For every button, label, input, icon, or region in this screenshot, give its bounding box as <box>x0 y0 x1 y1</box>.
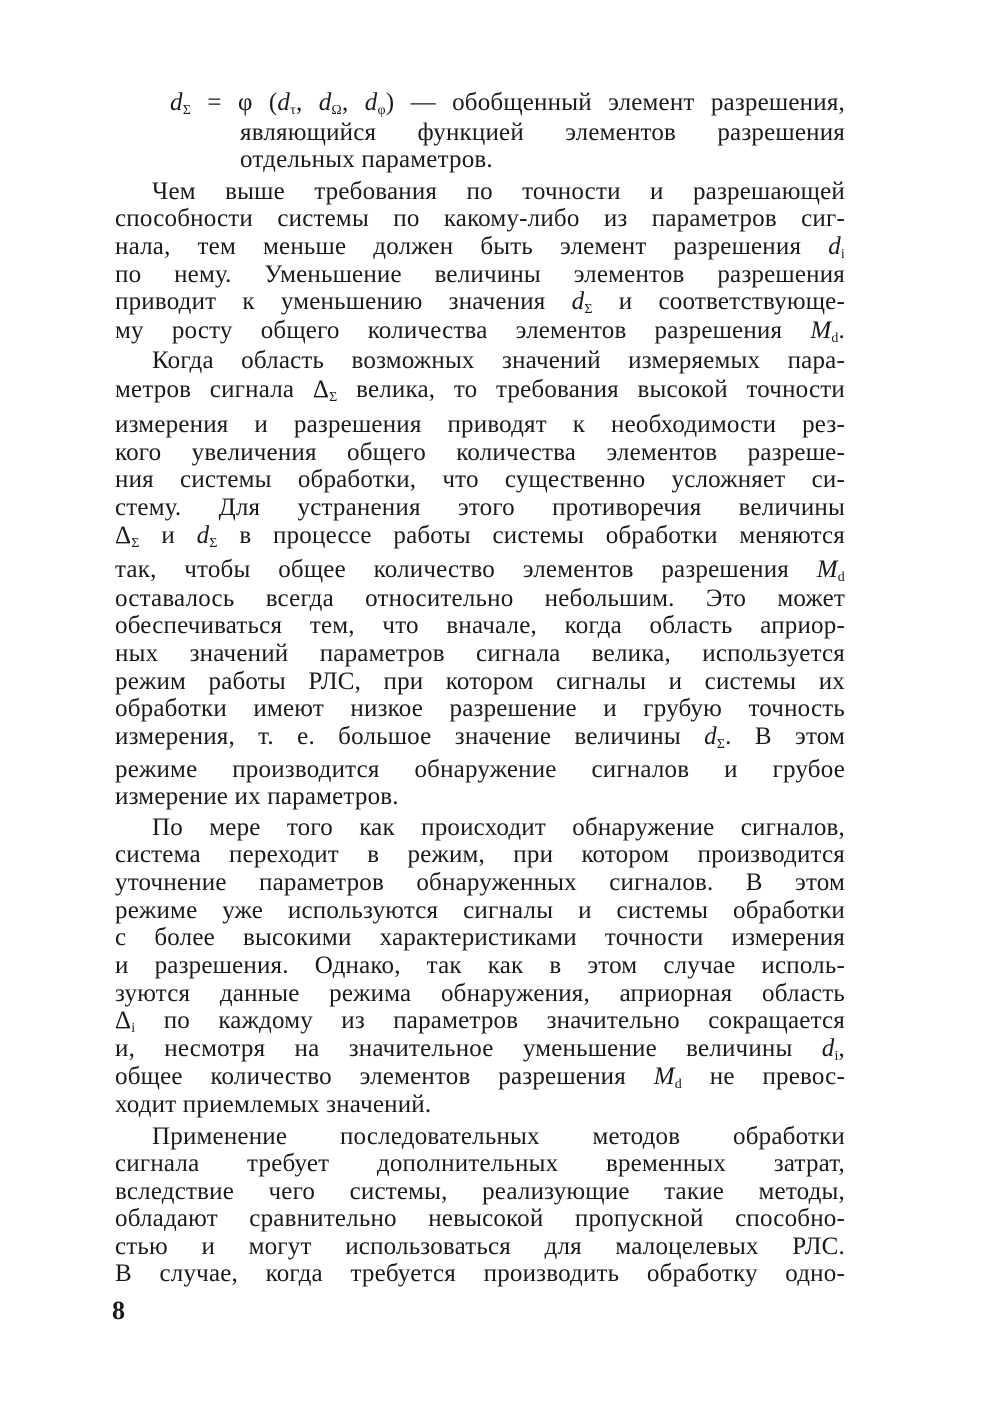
text-segment: велика, то требования высокой точности <box>337 376 845 403</box>
text-segment: обеспечиваться тем, что вначале, когда область априор- <box>115 612 845 639</box>
text-line <box>115 924 845 952</box>
subscript: i <box>834 1049 839 1064</box>
subscript: d <box>674 1077 682 1092</box>
text-segment: и <box>139 522 197 549</box>
text-segment: ния системы обработки, что существенно усложняет си- <box>115 466 845 493</box>
text-line <box>115 640 845 668</box>
text-segment: обработки имеют низкое разрешение и грубую точность <box>115 695 845 722</box>
text-segment: не превос- <box>681 1063 845 1090</box>
text-segment: нала, тем меньше должен быть элемент разрешения <box>115 233 829 260</box>
math-symbol: d <box>277 89 291 116</box>
text-segment: кого увеличения общего количества элементов разреше- <box>115 439 845 466</box>
page-number: 8 <box>112 1296 125 1325</box>
subscript: Ω <box>331 103 343 118</box>
text-line <box>115 869 845 897</box>
text-segment: уточнение параметров обнаруженных сигналов. В этом <box>115 869 845 896</box>
text-line <box>240 119 845 147</box>
math-symbol: d <box>318 89 332 116</box>
text-segment: с более высокими характеристиками точности измерения <box>115 924 845 951</box>
text-segment: измерения и разрешения приводят к необходимости рез- <box>115 411 845 438</box>
text-line <box>115 376 845 404</box>
text-line <box>115 556 845 584</box>
text-segment: измерения, т. е. большое значение величины <box>115 723 705 750</box>
text-segment: Δ <box>115 522 132 549</box>
text-segment: способности системы по какому-либо из параметров сиг- <box>115 205 845 232</box>
subscript: Σ <box>716 737 726 752</box>
text-line <box>152 347 845 375</box>
text-line <box>115 897 845 925</box>
text-line <box>115 1035 845 1063</box>
text-segment: обладают сравнительно невысокой пропускной способно- <box>115 1205 845 1232</box>
text-line <box>170 89 845 117</box>
subscript: φ <box>377 103 386 118</box>
text-line <box>115 522 845 550</box>
text-line <box>115 668 845 696</box>
text-segment: вследствие чего системы, реализующие такие методы, <box>115 1178 845 1205</box>
text-line <box>152 814 845 842</box>
text-segment: и, несмотря на значительное уменьшение величины <box>115 1035 822 1062</box>
text-segment: = φ ( <box>191 89 278 116</box>
math-symbol: M <box>653 1063 675 1090</box>
text-line <box>240 146 845 174</box>
math-symbol: d <box>828 233 841 260</box>
text-segment: зуются данные режима обнаружения, априорная область <box>115 980 845 1007</box>
text-line <box>115 1007 845 1035</box>
math-symbol: d <box>571 288 585 315</box>
math-symbol: M <box>816 556 838 583</box>
math-symbol: d <box>821 1035 835 1062</box>
text-segment: и соответствующе- <box>592 288 845 315</box>
text-segment: так, чтобы общее количество элементов разрешения <box>115 556 817 583</box>
math-symbol: d <box>196 522 210 549</box>
text-line <box>115 783 845 811</box>
text-segment: общее количество элементов разрешения <box>115 1063 654 1090</box>
subscript: i <box>840 247 845 262</box>
text-line <box>115 695 845 723</box>
text-line <box>115 841 845 869</box>
text-segment: , <box>838 1035 845 1062</box>
text-segment: ных значений параметров сигнала велика, используется <box>115 640 845 667</box>
text-line <box>115 756 845 784</box>
text-line <box>115 439 845 467</box>
text-line <box>115 205 845 233</box>
text-line <box>115 585 845 613</box>
text-line <box>115 233 845 261</box>
text-line <box>115 980 845 1008</box>
text-segment: и разрешения. Однако, так как в этом случае исполь- <box>115 952 845 979</box>
text-line <box>115 317 845 345</box>
text-segment: система переходит в режим, при котором производится <box>115 841 845 868</box>
math-symbol: d <box>364 89 378 116</box>
text-line <box>115 1233 845 1261</box>
text-segment: Применение последовательных методов обработки <box>152 1123 845 1150</box>
text-segment: , <box>295 89 319 116</box>
subscript: d <box>837 570 845 585</box>
text-line <box>115 466 845 494</box>
subscript: τ <box>290 103 296 118</box>
text-segment: Δ <box>115 1007 132 1034</box>
text-line <box>115 1178 845 1206</box>
text-segment: стему. Для устранения этого противоречия величины <box>115 494 845 521</box>
subscript: Σ <box>584 302 593 317</box>
text-line <box>115 1091 845 1119</box>
text-line <box>115 288 845 316</box>
text-line <box>115 1063 845 1091</box>
text-line <box>115 411 845 439</box>
text-segment: му росту общего количества элементов разрешения <box>115 317 811 344</box>
text-segment: стью и могут использоваться для малоцелевых РЛС. <box>115 1233 845 1260</box>
text-segment: режиме уже используются сигналы и системы обработки <box>115 897 845 924</box>
text-segment: ) — обобщенный элемент разрешения, <box>385 89 845 116</box>
text-segment: по нему. Уменьшение величины элементов разрешения <box>115 261 845 288</box>
text-segment: по каждому из параметров значительно сокращается <box>135 1007 845 1034</box>
subscript: Σ <box>329 390 338 405</box>
text-line <box>115 261 845 289</box>
subscript: i <box>131 1021 136 1036</box>
text-segment: ходит приемлемых значений. <box>115 1091 432 1118</box>
text-segment: По мере того как происходит обнаружение сигналов, <box>152 814 845 841</box>
text-line <box>115 952 845 980</box>
text-segment: В случае, когда требуется производить обработку одно- <box>115 1260 845 1287</box>
math-symbol: d <box>704 723 717 750</box>
text-line <box>152 1123 845 1151</box>
text-segment: являющийся функцией элементов разрешения <box>240 119 845 146</box>
text-segment: метров сигнала Δ <box>115 376 330 403</box>
text-segment: измерение их параметров. <box>115 783 399 810</box>
text-line <box>115 1260 845 1288</box>
text-segment: оставалось всегда относительно небольшим. Это может <box>115 585 845 612</box>
subscript: Σ <box>131 536 140 551</box>
text-segment: сигнала требует дополнительных временных затрат, <box>115 1150 845 1177</box>
math-symbol: M <box>810 317 832 344</box>
text-segment: в процессе работы системы обработки меняются <box>217 522 845 549</box>
text-segment: Когда область возможных значений измеряемых пара- <box>152 347 845 374</box>
text-segment: . В этом <box>725 723 845 750</box>
text-segment: , <box>342 89 365 116</box>
text-line <box>115 1205 845 1233</box>
text-line <box>115 494 845 522</box>
text-segment: режим работы РЛС, при котором сигналы и системы их <box>115 668 845 695</box>
subscript: Σ <box>209 536 218 551</box>
text-segment: Чем выше требования по точности и разрешающей <box>152 178 845 205</box>
text-segment: режиме производится обнаружение сигналов и грубое <box>115 756 845 783</box>
text-segment: . <box>838 317 845 344</box>
text-segment: приводит к уменьшению значения <box>115 288 572 315</box>
text-segment: отдельных параметров. <box>240 146 493 173</box>
text-line <box>115 1150 845 1178</box>
text-line <box>152 178 845 206</box>
text-line <box>115 612 845 640</box>
subscript: d <box>831 331 839 346</box>
subscript: Σ <box>182 103 192 118</box>
text-line <box>115 723 845 751</box>
math-symbol: d <box>170 89 183 116</box>
